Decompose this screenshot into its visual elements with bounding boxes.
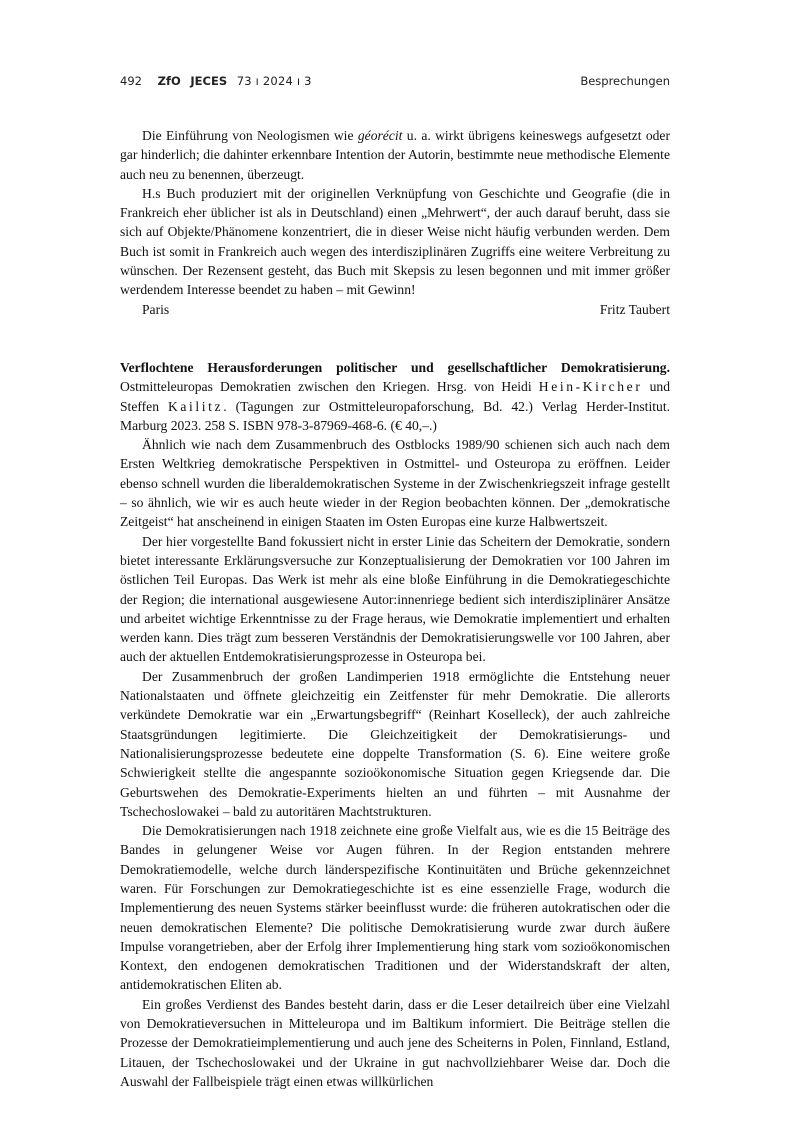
volume-issue: 73 ı 2024 ı 3 [236,74,312,88]
review1-signature [120,300,670,319]
section-name: Besprechungen [580,74,670,88]
review2-paragraph-2: Der hier vorgestellte Band fokussiert nicht in erster Linie das Scheitern der Demokratie, sondern bietet interessante Erklärungsversuche zur Konzeptualisierung der Demokratien vor 100 Jahren im östlichen Teil Europas. Das Werk ist mehr als eine bloße Einführung in die Demokratiegeschichte der Region; die international ausgewiesene Autor:innenriege bedient sich interdisziplinärer Ansätze und arbeitet wichtige Erkenntnisse zu der Frage heraus, wie Demokratie implementiert und erhalten werden kann. Dies trägt zum besseren Verständnis der Demokratisierungswelle vor 100 Jahren, aber auch der aktuellen Entdemokratisierungsprozesse in Osteuropa bei. [120,533,670,665]
header-left [120,74,312,88]
running-header [120,74,670,90]
page-number: 492 [120,74,142,88]
editor-name-2: Kailitz [168,398,224,414]
review1-paragraph-1: Die Einführung von Neologismen wie géorécit u. a. wirkt übrigens keineswegs aufgesetzt oder gar hinderlich; die dahinter erkennbare Intention der Autorin, bestimmte neue methodische Elemente auch neu zu benennen, überzeugt. [120,128,670,182]
review2-bibliographic-header: Verflochtene Herausforderungen politischer und gesellschaftlicher Demokratisierung. Ostmitteleuropas Demokratien zwischen den Kriegen. Hrsg. von Heidi Hein-Kircher und Steffen Kailitz. (Tagungen zur Ostmitteleuropaforschung, Bd. 42.) Verlag Herder-Institut. Marburg 2023. 258 S. ISBN 978-3-87969-468-6. (€ 40,–.) [120,359,670,433]
review2-paragraph-5: Ein großes Verdienst des Bandes besteht darin, dass er die Leser detailreich über eine Vielzahl von Demokratieversuchen in Mitteleuropa und im Baltikum informiert. Die Beiträge stellen die Prozesse der Demokratieimplementierung und auch jene des Scheiterns in Polen, Finnland, Estland, Litauen, der Tschechoslowakei und der Ukraine in gut nachvollziehbarer Weise dar. Doch die Auswahl der Fallbeispiele trägt einen etwas willkürlichen [120,996,670,1089]
journal-abbreviation: ZfO [157,74,181,88]
review-place: Paris [142,301,170,317]
review2-paragraph-4: Die Demokratisierungen nach 1918 zeichnete eine große Vielfalt aus, wie es die 15 Beiträge des Bandes in gelungener Weise vor Augen führen. In der Region entstanden mehrere Demokratiemodelle, welche durch länderspezifische Kontinuitäten und Brüche gekennzeichnet waren. Für Forschungen zur Demokratiegeschichte ist es eine essenzielle Frage, wodurch die Implementierung des neuen Systems stärker beeinflusst wurde: die früheren autokratischen oder die neuen demokratischen Elemente? Die politische Demokratisierung wurde zwar durch äußere Impulse vorangetrieben, aber der Erfolg ihrer Implementierung hing stark vom sozioökonomischen Kontext, den endogenen demokratischen Traditionen und der Widerstandskraft der alten, antidemokratischen Eliten ab. [120,823,670,993]
reviewer-name: Fritz Taubert [599,301,670,317]
review1-paragraph-2: H.s Buch produziert mit der originellen Verknüpfung von Geschichte und Geografie (die in Frankreich eher üblicher ist als in Deutschland) einen „Mehrwert“, der auch darauf beruht, dass sie sich auf Objekte/Phänomene konzentriert, die in dieser Weise nicht häufig verbunden werden. Dem Buch ist somit in Frankreich auch wegen des interdisziplinären Zugriffs eine weitere Verbreitung zu wünschen. Der Rezensent gesteht, das Buch mit Skepsis zu lesen begonnen und mit immer größer werdendem Interesse beendet zu haben – mit Gewinn! [120,185,670,298]
review2-book-title: Verflochtene Herausforderungen politischer und gesellschaftlicher Demokratisierung. [120,359,670,375]
editor-name-1: Hein-Kircher [538,379,643,395]
review2-subtitle: Ostmitteleuropas Demokratien zwischen den Kriegen. Hrsg. von Heidi [120,379,539,395]
review2-paragraph-3: Der Zusammenbruch der großen Landimperien 1918 ermöglichte die Entstehung neuer Nationalstaaten und öffnete gleichzeitig ein Zeitfenster für mehr Demokratie. Die allerorts verkündete Demokratie war ein „Erwartungsbegriff“ (Reinhart Koselleck), der auch zahlreiche Staatsgründungen legitimierte. Die Gleichzeitigkeit der Demokratisierungs- und Nationalisierungsprozesse bedeutete eine doppelte Transformation (S. 6). Eine weitere große Schwierigkeit stellte die angespannte sozioökonomische Situation gegen Kriegsende dar. Die Geburtswehen des Demokratie-Experiments hielten an und führten – mit Ausnahme der Tschechoslowakei – bald zu autoritären Machtstrukturen. [120,668,670,819]
review-separator [120,319,670,358]
journal-subtitle: JECES [190,74,228,88]
body-text [120,126,670,1091]
neologism-term: géorécit [357,128,403,143]
review2-paragraph-1: Ähnlich wie nach dem Zusammenbruch des Ostblocks 1989/90 schienen sich auch nach dem Ersten Weltkrieg demokratische Perspektiven in Ostmittel- und Osteuropa zu eröffnen. Leider ebenso schnell wurden die liberaldemokratischen Systeme in der Zwischenkriegszeit infrage gestellt – so ähnlich, wie wir es auch heute wieder in der Region beobachten können. Der „demokratische Zeitgeist“ hat anscheinend in einigen Staaten im Osten Europas eine kurze Halbwertszeit. [120,437,670,530]
review2-publication-details: . (Tagungen zur Ostmitteleuropaforschung, Bd. 42.) Verlag Herder-Institut. Marburg 2023. 258 S. ISBN 978-3-87969-468-6. (€ 40,–.) [120,398,670,433]
